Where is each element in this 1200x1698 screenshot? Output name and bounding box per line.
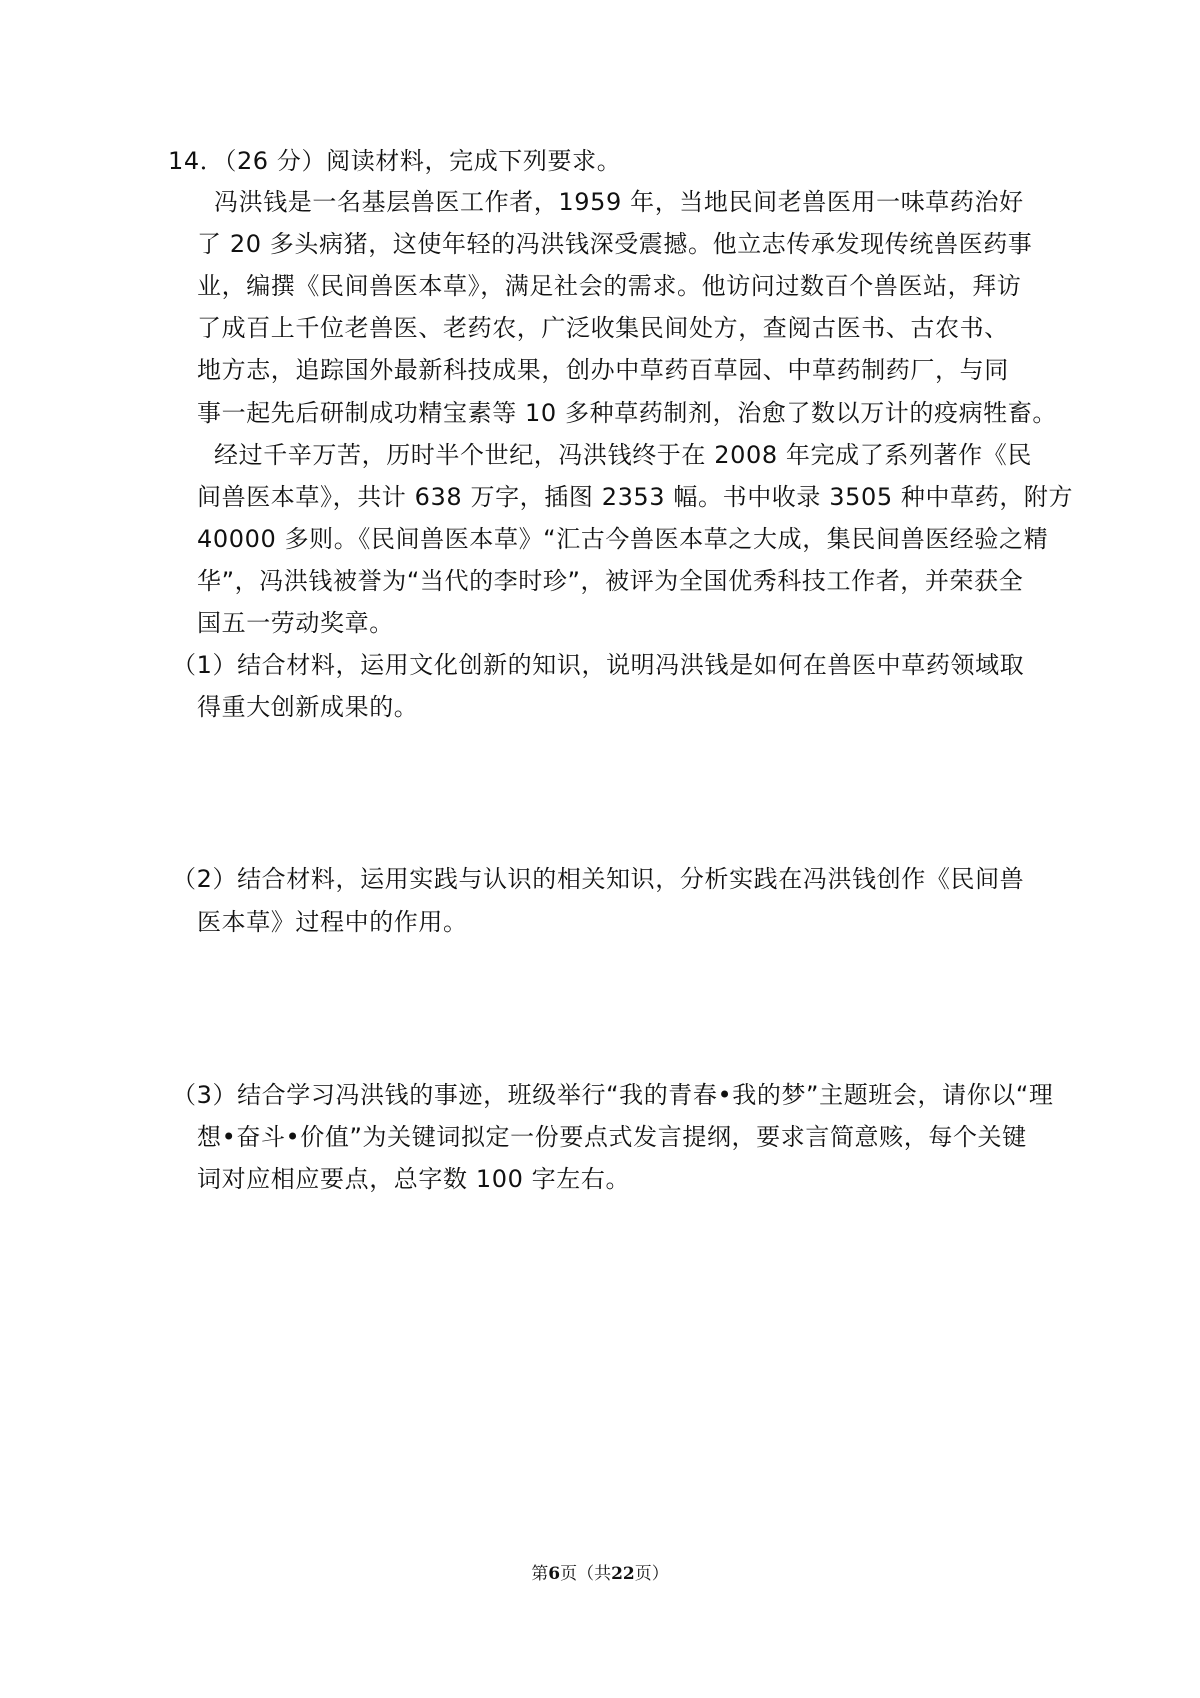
footer-total-pages: 22 xyxy=(611,1564,635,1584)
material-line: 40000 多则。《民间兽医本草》“汇古今兽医本草之大成，集民间兽医经验之精 xyxy=(197,525,1049,553)
material-line: 国五一劳动奖章。 xyxy=(197,609,394,637)
material-line: 间兽医本草》，共计 638 万字，插图 2353 幅。书中收录 3505 种中草药，附方 xyxy=(197,483,1074,511)
sub-question-2-line: 医本草》过程中的作用。 xyxy=(197,908,468,936)
material-line: 地方志，追踪国外最新科技成果，创办中草药百草园、中草药制药厂，与同 xyxy=(197,356,1009,384)
footer-suffix: 页） xyxy=(634,1564,669,1584)
sub-question-3-line: 想•奋斗•价值”为关键词拟定一份要点式发言提纲，要求言简意赅，每个关键 xyxy=(197,1123,1027,1151)
sub-question-3-line: （3）结合学习冯洪钱的事迹，班级举行“我的青春•我的梦”主题班会，请你以“理 xyxy=(172,1081,1054,1109)
page-footer xyxy=(0,1562,1200,1586)
sub-question-3-line: 词对应相应要点，总字数 100 字左右。 xyxy=(197,1165,631,1193)
sub-question-1-line: 得重大创新成果的。 xyxy=(197,693,419,721)
question-header: 14．（26 分）阅读材料，完成下列要求。 xyxy=(168,147,622,175)
material-line: 经过千辛万苦，历时半个世纪，冯洪钱终于在 2008 年完成了系列著作《民 xyxy=(214,441,1032,469)
material-line: 冯洪钱是一名基层兽医工作者，1959 年，当地民间老兽医用一味草药治好 xyxy=(214,188,1024,216)
material-line: 了成百上千位老兽医、老药农，广泛收集民间处方，查阅古医书、古农书、 xyxy=(197,314,1009,342)
material-line: 事一起先后研制成功精宝素等 10 多种草药制剂，治愈了数以万计的疫病牲畜。 xyxy=(197,399,1057,427)
material-line: 了 20 多头病猪，这使年轻的冯洪钱深受震撼。他立志传承发现传统兽医药事 xyxy=(197,230,1033,258)
material-line: 华”，冯洪钱被誉为“当代的李时珍”，被评为全国优秀科技工作者，并荣获全 xyxy=(197,567,1024,595)
footer-middle: 页（共 xyxy=(560,1564,612,1584)
footer-page-number: 6 xyxy=(548,1564,561,1584)
sub-question-1-line: （1）结合材料，运用文化创新的知识，说明冯洪钱是如何在兽医中草药领域取 xyxy=(172,651,1025,679)
sub-question-2-line: （2）结合材料，运用实践与认识的相关知识，分析实践在冯洪钱创作《民间兽 xyxy=(172,865,1025,893)
material-line: 业，编撰《民间兽医本草》，满足社会的需求。他访问过数百个兽医站，拜访 xyxy=(197,272,1022,300)
footer-prefix: 第 xyxy=(531,1564,549,1584)
